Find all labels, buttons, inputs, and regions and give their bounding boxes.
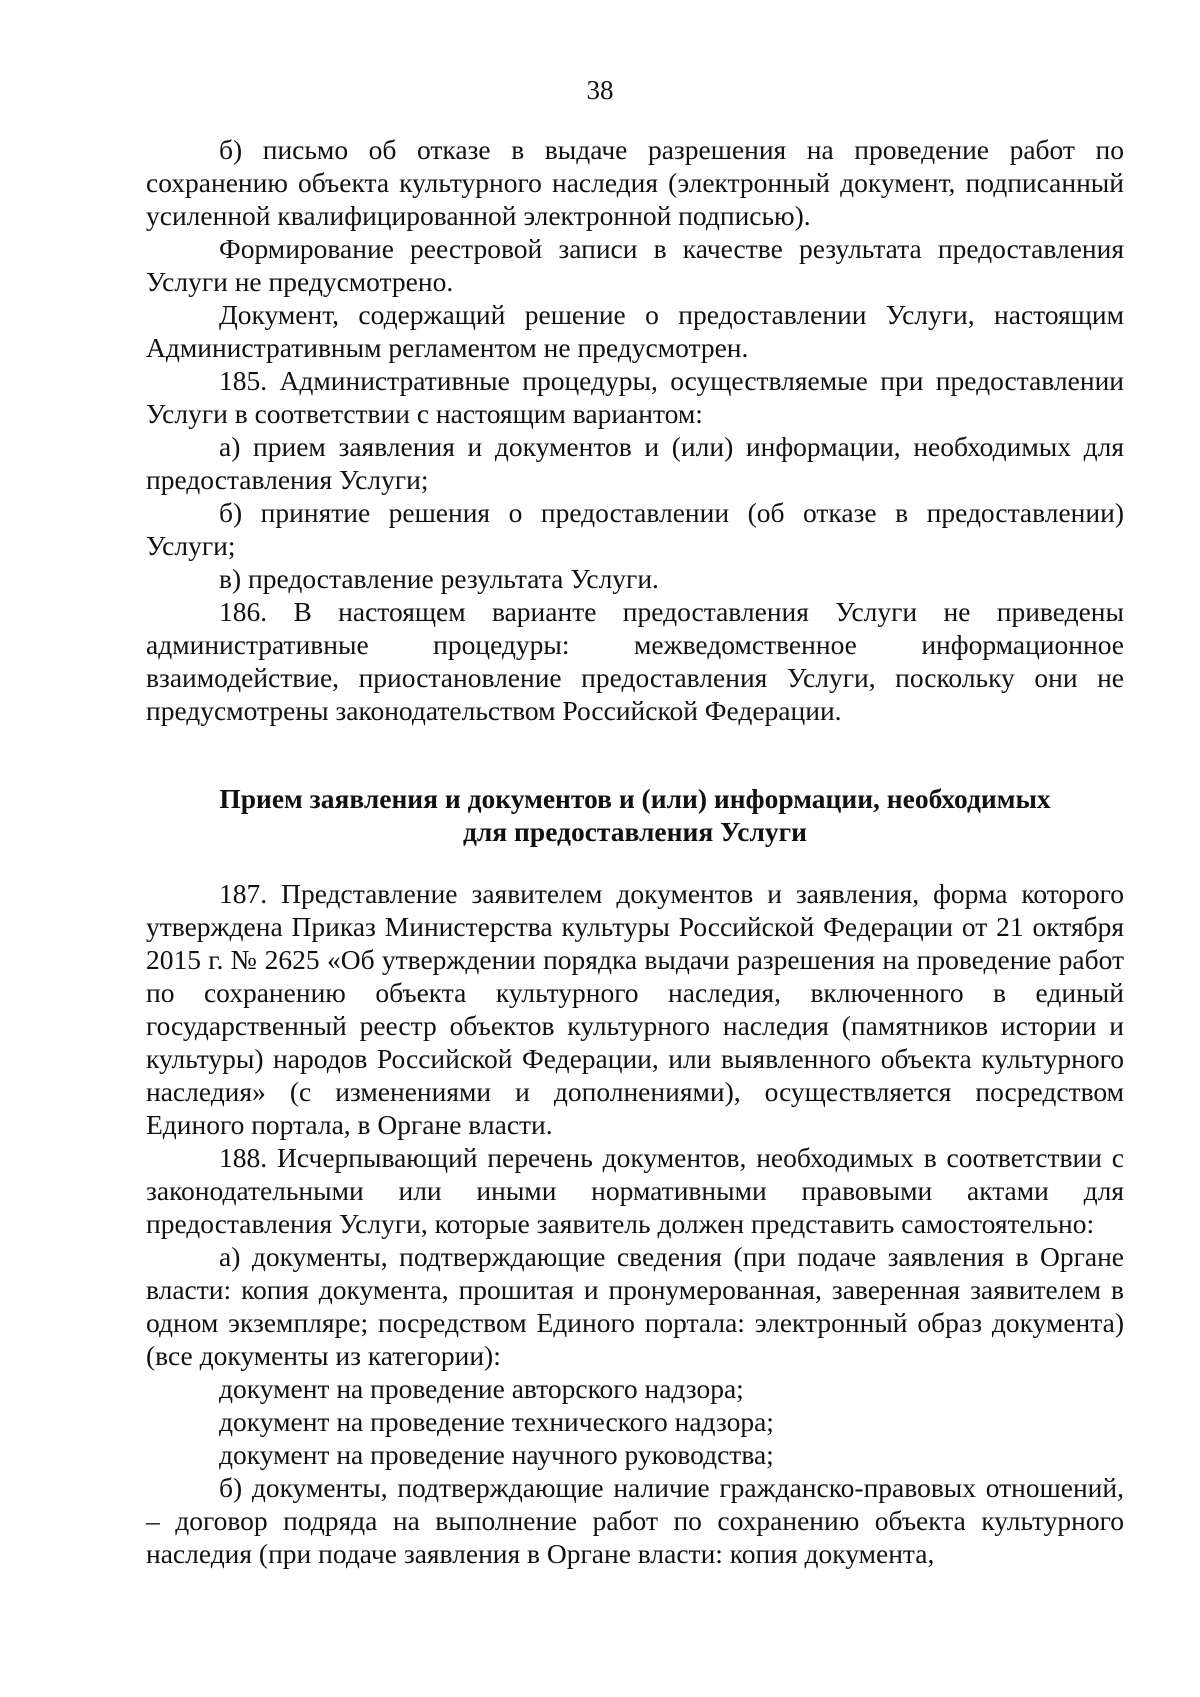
- page-number: 38: [586, 75, 614, 105]
- paragraph-187: 187. Представление заявителем документов и заявления, форма которого утверждена Приказ Министерства культуры Российской Федерации от 21 октября 2015 г. № 2625 «Об утверждении порядка выдачи разрешения на проведение работ по сохранению объекта культурного наследия, включенного в единый государственный реестр объектов культурного наследия (памятников истории и культуры) народов Российской Федерации, или выявленного объекта культурного наследия» (с изменениями и дополнениями), осуществляется посредством Единого портала, в Органе власти.: [146, 878, 1124, 1140]
- list-item-188-b: б) документы, подтверждающие наличие гражданско-правовых отношений, – договор подряда на выполнение работ по сохранению объекта культурного наследия (при подаче заявления в Органе власти: копия документа,: [146, 1472, 1124, 1569]
- section-heading-line-2: для предоставления Услуги: [462, 816, 808, 847]
- list-item-scientific-guidance: документ на проведение научного руководства;: [219, 1439, 774, 1470]
- section-heading: [146, 782, 1124, 848]
- paragraph-185: 185. Административные процедуры, осуществляемые при предоставлении Услуги в соответствии с настоящим вариантом:: [146, 365, 1124, 429]
- list-item-185-v: в) предоставление результата Услуги.: [219, 563, 659, 594]
- document-body: [146, 133, 1124, 1570]
- section-heading-line-1: Прием заявления и документов и (или) информации, необходимых: [219, 783, 1051, 814]
- list-item-185-a: а) прием заявления и документов и (или) информации, необходимых для предоставления Услуги;: [146, 431, 1124, 495]
- list-item-author-supervision: документ на проведение авторского надзора;: [219, 1373, 744, 1404]
- paragraph-result-refusal-letter: б) письмо об отказе в выдаче разрешения на проведение работ по сохранению объекта культурного наследия (электронный документ, подписанный усиленной квалифицированной электронной подписью).: [146, 134, 1124, 231]
- list-item-185-b: б) принятие решения о предоставлении (об отказе в предоставлении) Услуги;: [146, 497, 1124, 561]
- paragraph-decision-document: Документ, содержащий решение о предоставлении Услуги, настоящим Административным регламентом не предусмотрен.: [146, 299, 1124, 363]
- paragraph-186: 186. В настоящем варианте предоставления Услуги не приведены административные процедуры: межведомственное информационное взаимодействие, приостановление предоставления Услуги, поскольку они не предусмотрены законодательством Российской Федерации.: [146, 596, 1124, 726]
- list-item-188-a: а) документы, подтверждающие сведения (при подаче заявления в Органе власти: копия документа, прошитая и пронумерованная, заверенная заявителем в одном экземпляре; посредством Единого портала: электронный образ документа) (все документы из категории):: [146, 1241, 1124, 1371]
- list-item-technical-supervision: документ на проведение технического надзора;: [219, 1406, 774, 1437]
- paragraph-188: 188. Исчерпывающий перечень документов, необходимых в соответствии с законодательными или иными нормативными правовыми актами для предоставления Услуги, которые заявитель должен представить самостоятельно:: [146, 1142, 1124, 1239]
- paragraph-registry-record: Формирование реестровой записи в качестве результата предоставления Услуги не предусмотрено.: [146, 233, 1124, 297]
